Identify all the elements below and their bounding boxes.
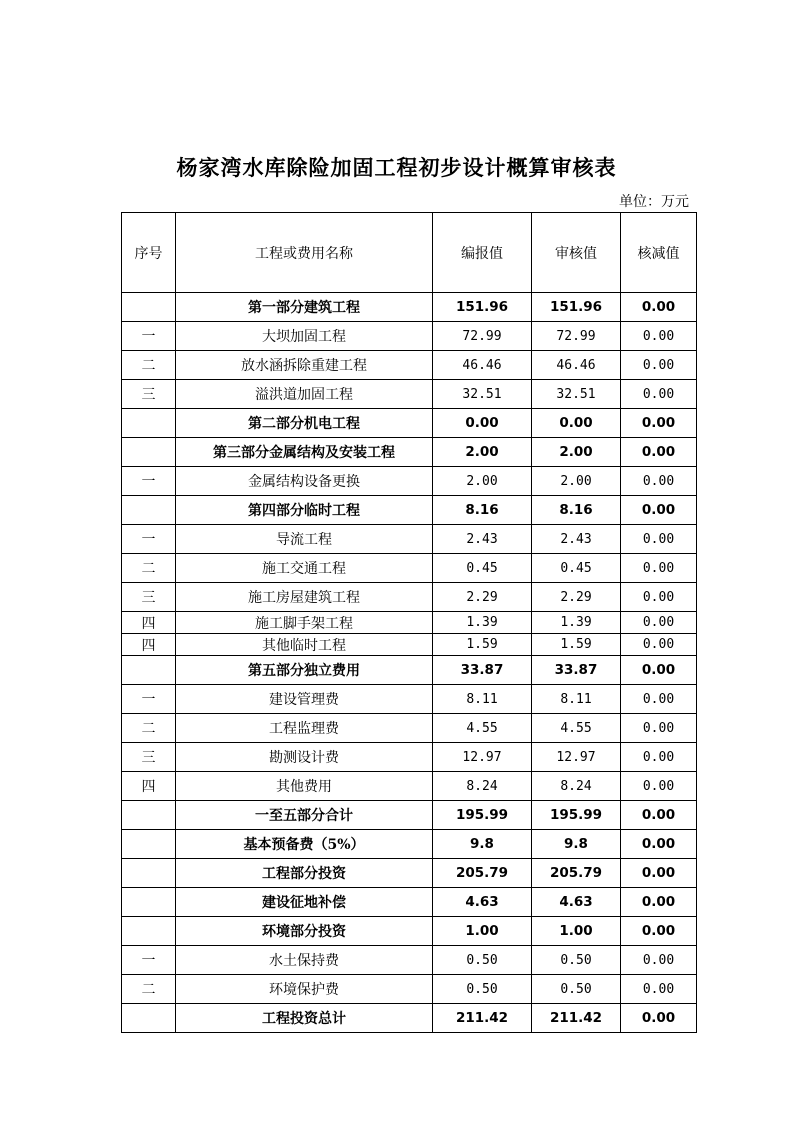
cell-name: 大坝加固工程 (176, 322, 433, 351)
cell-reported: 72.99 (433, 322, 532, 351)
table-body (122, 293, 697, 1033)
cell-name: 其他临时工程 (176, 634, 433, 656)
cell-reduced: 0.00 (621, 612, 697, 634)
cell-approved: 12.97 (532, 743, 621, 772)
cell-approved: 151.96 (532, 293, 621, 322)
cell-reported: 33.87 (433, 656, 532, 685)
header-reduced: 核减值 (621, 213, 697, 293)
cell-reported: 8.24 (433, 772, 532, 801)
cell-reduced: 0.00 (621, 583, 697, 612)
table-row (122, 467, 697, 496)
cell-name: 一至五部分合计 (176, 801, 433, 830)
header-reported: 编报值 (433, 213, 532, 293)
cell-seq (122, 830, 176, 859)
cell-reported: 1.39 (433, 612, 532, 634)
table-row (122, 917, 697, 946)
cell-seq: 一 (122, 525, 176, 554)
cell-reduced: 0.00 (621, 351, 697, 380)
cell-name: 施工交通工程 (176, 554, 433, 583)
cell-approved: 72.99 (532, 322, 621, 351)
cell-reported: 2.00 (433, 467, 532, 496)
table-row (122, 293, 697, 322)
cell-seq (122, 438, 176, 467)
table-row (122, 438, 697, 467)
cell-name: 施工脚手架工程 (176, 612, 433, 634)
cell-name: 水土保持费 (176, 946, 433, 975)
cell-reduced: 0.00 (621, 496, 697, 525)
table-row (122, 888, 697, 917)
cell-name: 第三部分金属结构及安装工程 (176, 438, 433, 467)
cell-name: 其他费用 (176, 772, 433, 801)
cell-reduced: 0.00 (621, 772, 697, 801)
table-row (122, 772, 697, 801)
cell-name: 工程监理费 (176, 714, 433, 743)
cell-approved: 9.8 (532, 830, 621, 859)
cell-reported: 1.59 (433, 634, 532, 656)
cell-reported: 205.79 (433, 859, 532, 888)
cell-reported: 195.99 (433, 801, 532, 830)
cell-approved: 0.50 (532, 975, 621, 1004)
cell-reduced: 0.00 (621, 859, 697, 888)
cell-seq: 一 (122, 467, 176, 496)
cell-approved: 211.42 (532, 1004, 621, 1033)
table-row (122, 525, 697, 554)
cell-name: 工程投资总计 (176, 1004, 433, 1033)
table-row (122, 801, 697, 830)
cell-seq: 三 (122, 583, 176, 612)
cell-name: 第二部分机电工程 (176, 409, 433, 438)
cell-approved: 46.46 (532, 351, 621, 380)
cell-approved: 1.39 (532, 612, 621, 634)
cell-name: 第四部分临时工程 (176, 496, 433, 525)
cell-approved: 1.59 (532, 634, 621, 656)
cell-approved: 1.00 (532, 917, 621, 946)
table-row (122, 859, 697, 888)
cell-reduced: 0.00 (621, 322, 697, 351)
cell-reduced: 0.00 (621, 467, 697, 496)
cell-approved: 8.16 (532, 496, 621, 525)
cell-reported: 46.46 (433, 351, 532, 380)
cell-seq: 一 (122, 946, 176, 975)
cell-seq: 一 (122, 322, 176, 351)
cell-seq: 二 (122, 554, 176, 583)
document-title: 杨家湾水库除险加固工程初步设计概算审核表 (176, 155, 617, 180)
cell-seq: 四 (122, 634, 176, 656)
table-row (122, 409, 697, 438)
cell-approved: 2.29 (532, 583, 621, 612)
cell-reduced: 0.00 (621, 438, 697, 467)
table-row (122, 554, 697, 583)
cell-approved: 0.00 (532, 409, 621, 438)
cell-name: 建设管理费 (176, 685, 433, 714)
table-row (122, 946, 697, 975)
cell-seq (122, 496, 176, 525)
cell-reduced: 0.00 (621, 409, 697, 438)
cell-reported: 1.00 (433, 917, 532, 946)
cell-seq: 四 (122, 772, 176, 801)
cell-name: 放水涵拆除重建工程 (176, 351, 433, 380)
cell-name: 导流工程 (176, 525, 433, 554)
cell-name: 勘测设计费 (176, 743, 433, 772)
cell-reported: 0.50 (433, 975, 532, 1004)
cell-name: 溢洪道加固工程 (176, 380, 433, 409)
header-row (122, 213, 697, 293)
cell-reduced: 0.00 (621, 525, 697, 554)
header-name: 工程或费用名称 (176, 213, 433, 293)
cell-reported: 32.51 (433, 380, 532, 409)
table-row (122, 583, 697, 612)
cell-approved: 2.00 (532, 438, 621, 467)
cell-reported: 0.00 (433, 409, 532, 438)
cell-name: 第五部分独立费用 (176, 656, 433, 685)
cell-reduced: 0.00 (621, 554, 697, 583)
cell-reduced: 0.00 (621, 975, 697, 1004)
cell-name: 金属结构设备更换 (176, 467, 433, 496)
table-header (122, 213, 697, 293)
cell-reduced: 0.00 (621, 1004, 697, 1033)
cell-reported: 8.11 (433, 685, 532, 714)
cell-approved: 195.99 (532, 801, 621, 830)
cell-name: 环境部分投资 (176, 917, 433, 946)
cell-reduced: 0.00 (621, 293, 697, 322)
table-row (122, 656, 697, 685)
cell-reported: 4.63 (433, 888, 532, 917)
table-row (122, 1004, 697, 1033)
cell-seq (122, 1004, 176, 1033)
cell-name: 施工房屋建筑工程 (176, 583, 433, 612)
cell-reduced: 0.00 (621, 801, 697, 830)
cell-approved: 0.50 (532, 946, 621, 975)
cell-name: 基本预备费（5%） (176, 830, 433, 859)
budget-review-table (121, 212, 697, 1033)
cell-reported: 0.50 (433, 946, 532, 975)
unit-label: 单位：万元 (619, 194, 689, 210)
cell-reduced: 0.00 (621, 743, 697, 772)
cell-name: 建设征地补偿 (176, 888, 433, 917)
table-row (122, 380, 697, 409)
cell-seq: 三 (122, 743, 176, 772)
cell-seq: 一 (122, 685, 176, 714)
cell-approved: 2.00 (532, 467, 621, 496)
table-row (122, 634, 697, 656)
cell-approved: 0.45 (532, 554, 621, 583)
cell-seq: 二 (122, 714, 176, 743)
table-row (122, 975, 697, 1004)
cell-reduced: 0.00 (621, 830, 697, 859)
cell-seq: 二 (122, 975, 176, 1004)
cell-reduced: 0.00 (621, 685, 697, 714)
cell-approved: 32.51 (532, 380, 621, 409)
table-row (122, 322, 697, 351)
table-row (122, 743, 697, 772)
cell-approved: 4.55 (532, 714, 621, 743)
cell-seq: 二 (122, 351, 176, 380)
table-row (122, 830, 697, 859)
cell-reduced: 0.00 (621, 917, 697, 946)
cell-reported: 2.29 (433, 583, 532, 612)
table-row (122, 351, 697, 380)
cell-seq: 三 (122, 380, 176, 409)
cell-reported: 4.55 (433, 714, 532, 743)
cell-name: 工程部分投资 (176, 859, 433, 888)
cell-seq (122, 656, 176, 685)
header-approved: 审核值 (532, 213, 621, 293)
cell-reported: 9.8 (433, 830, 532, 859)
cell-reported: 2.00 (433, 438, 532, 467)
cell-seq (122, 917, 176, 946)
cell-seq (122, 859, 176, 888)
cell-approved: 2.43 (532, 525, 621, 554)
cell-reduced: 0.00 (621, 714, 697, 743)
cell-approved: 205.79 (532, 859, 621, 888)
cell-reported: 8.16 (433, 496, 532, 525)
cell-reduced: 0.00 (621, 946, 697, 975)
table-row (122, 714, 697, 743)
table-row (122, 496, 697, 525)
header-seq: 序号 (122, 213, 176, 293)
cell-name: 第一部分建筑工程 (176, 293, 433, 322)
cell-reported: 0.45 (433, 554, 532, 583)
cell-approved: 4.63 (532, 888, 621, 917)
cell-reduced: 0.00 (621, 656, 697, 685)
cell-seq (122, 409, 176, 438)
cell-reduced: 0.00 (621, 634, 697, 656)
cell-reduced: 0.00 (621, 888, 697, 917)
cell-approved: 8.24 (532, 772, 621, 801)
cell-reported: 151.96 (433, 293, 532, 322)
cell-reported: 2.43 (433, 525, 532, 554)
cell-reduced: 0.00 (621, 380, 697, 409)
cell-seq (122, 293, 176, 322)
cell-seq: 四 (122, 612, 176, 634)
cell-name: 环境保护费 (176, 975, 433, 1004)
table-row (122, 612, 697, 634)
cell-seq (122, 888, 176, 917)
cell-approved: 33.87 (532, 656, 621, 685)
cell-seq (122, 801, 176, 830)
cell-approved: 8.11 (532, 685, 621, 714)
cell-reported: 211.42 (433, 1004, 532, 1033)
table-row (122, 685, 697, 714)
cell-reported: 12.97 (433, 743, 532, 772)
